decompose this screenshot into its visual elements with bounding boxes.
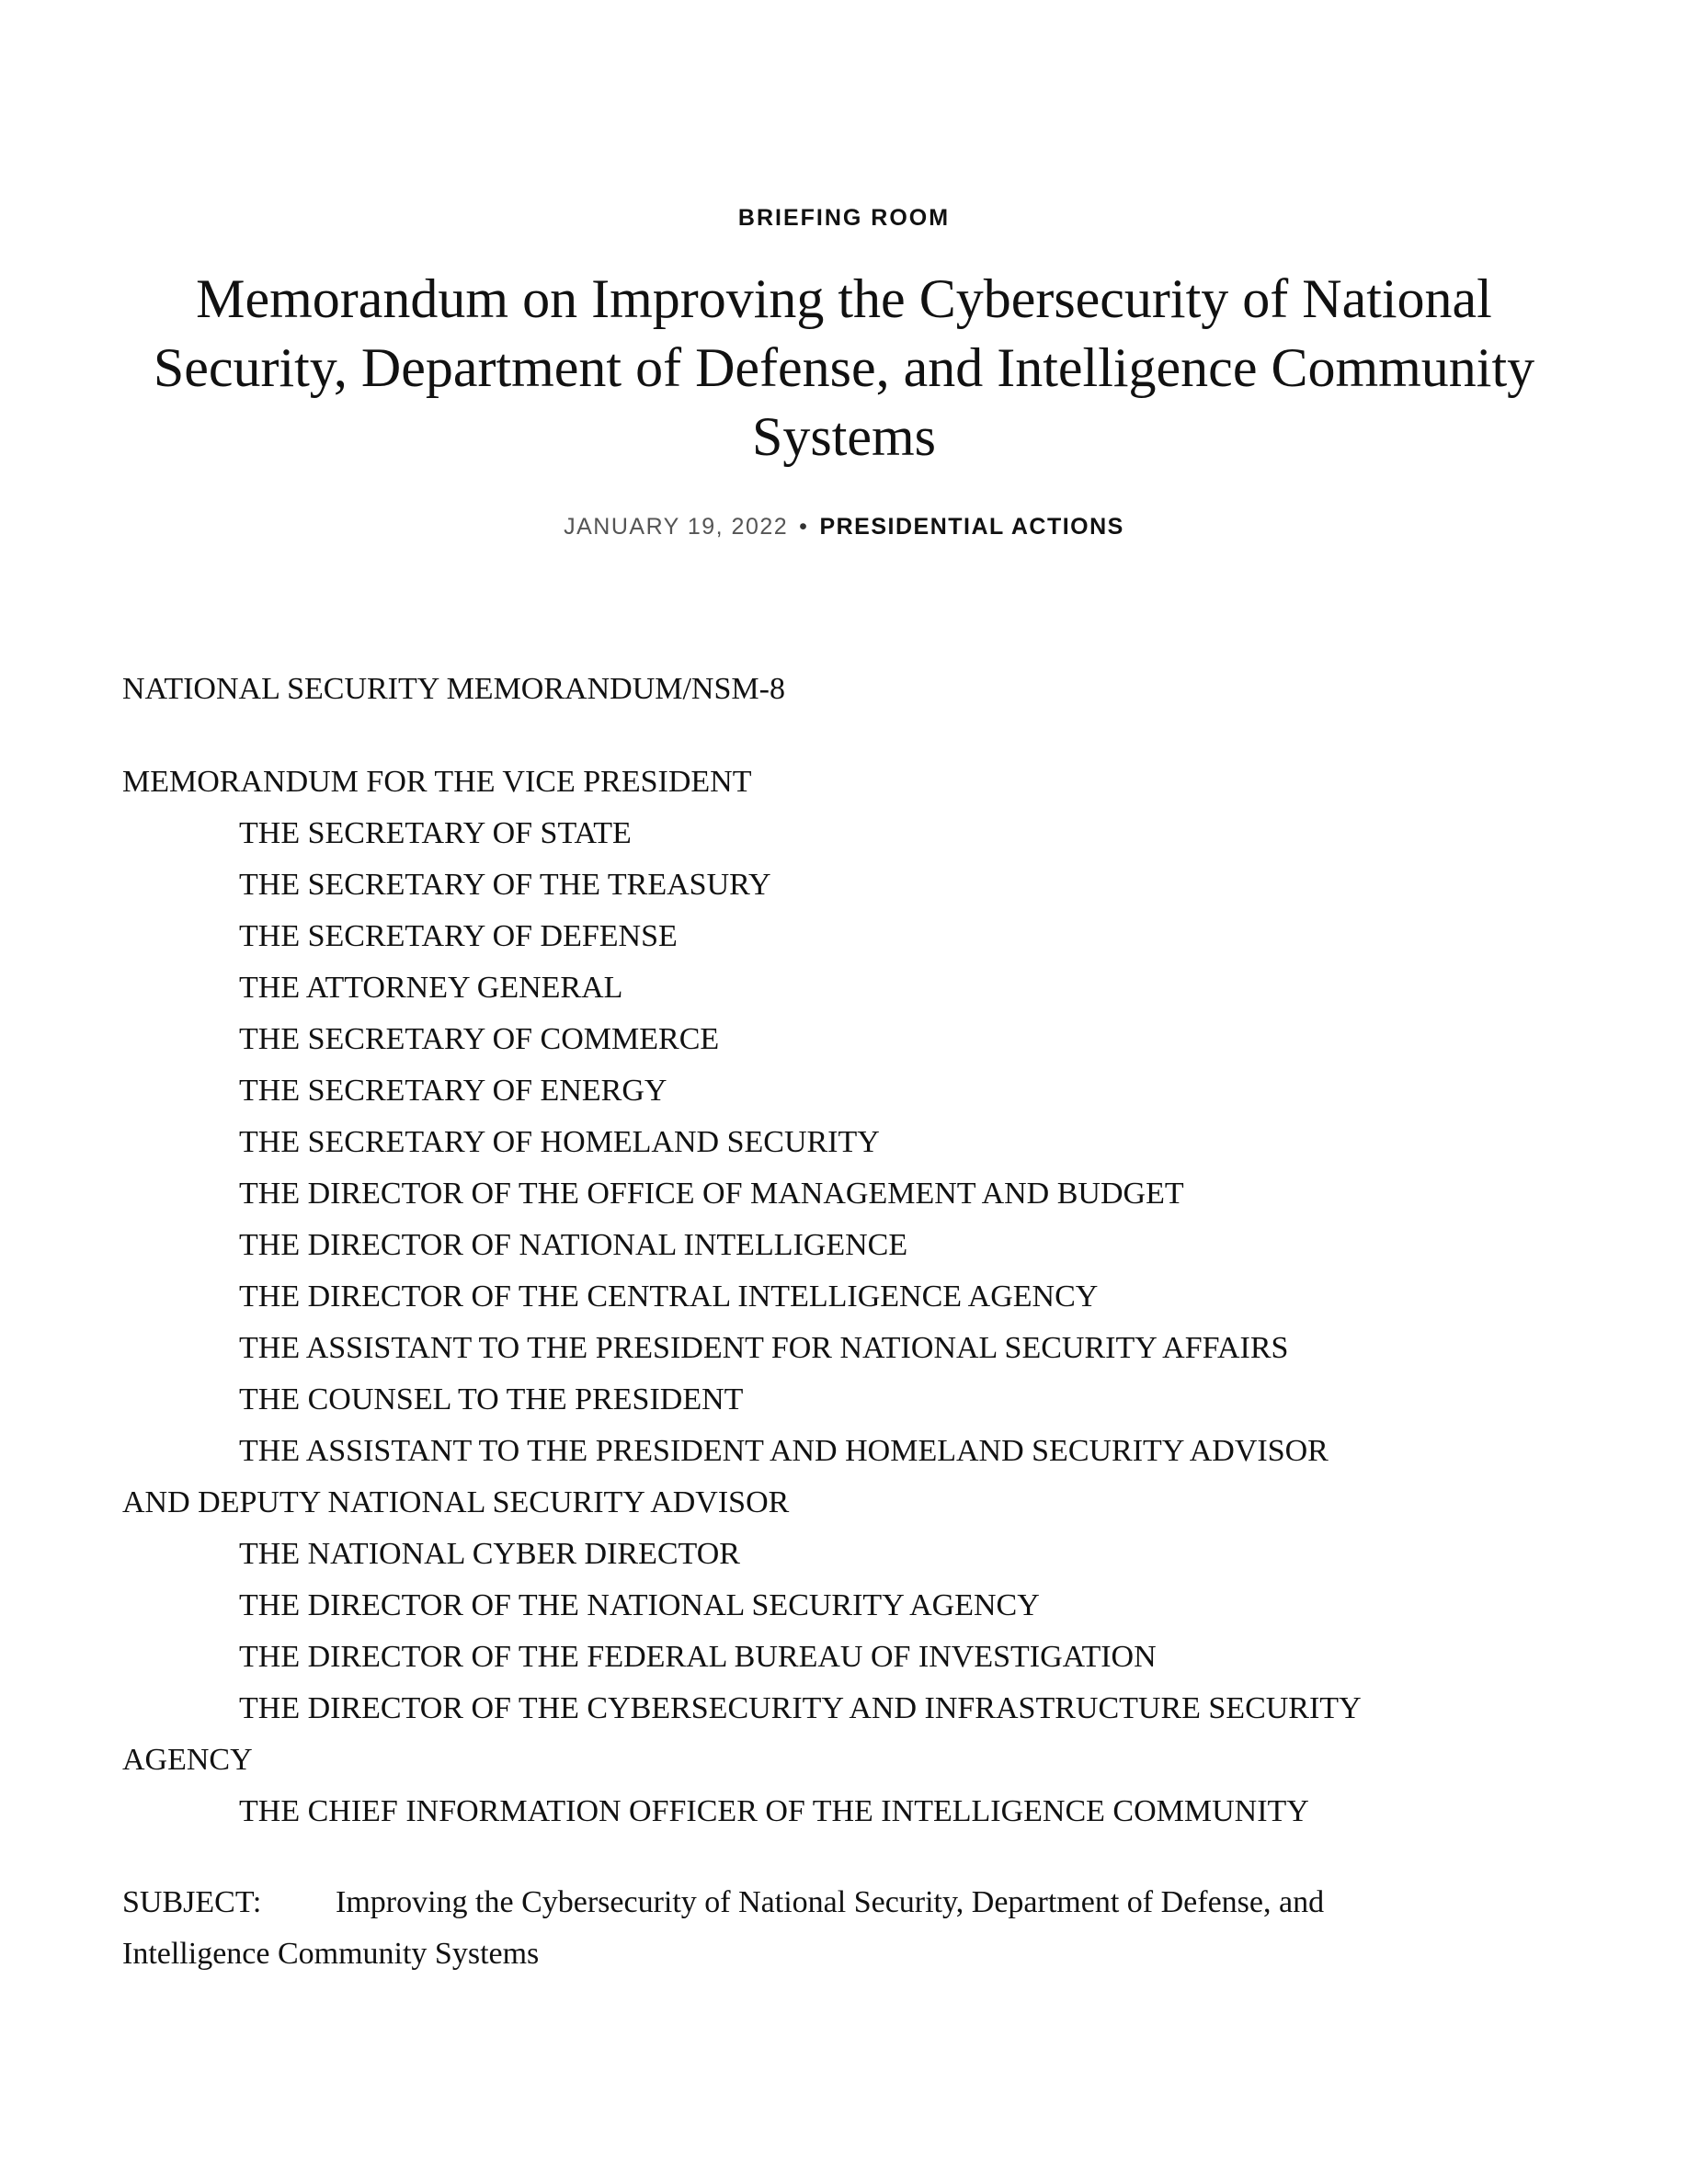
- page-title: Memorandum on Improving the Cybersecurity of National Security, Department of Defense, and Intelligence Community Systems: [153, 268, 1535, 467]
- subject-text-1: Improving the Cybersecurity of National Security, Department of Defense, and: [336, 1885, 1325, 1919]
- addressee-line: THE SECRETARY OF STATE: [239, 816, 632, 850]
- section-eyebrow[interactable]: BRIEFING ROOM: [737, 205, 951, 231]
- memo-designation: NATIONAL SECURITY MEMORANDUM/NSM-8: [122, 672, 785, 706]
- addressee-line: THE DIRECTOR OF THE NATIONAL SECURITY AGENCY: [239, 1588, 1040, 1622]
- addressee-line: THE ASSISTANT TO THE PRESIDENT FOR NATIONAL SECURITY AFFAIRS: [239, 1331, 1289, 1365]
- addressee-line: THE CHIEF INFORMATION OFFICER OF THE INTELLIGENCE COMMUNITY: [239, 1794, 1309, 1828]
- addressee-line: THE DIRECTOR OF THE OFFICE OF MANAGEMENT AND BUDGET: [239, 1177, 1184, 1211]
- subject-label: SUBJECT:: [122, 1885, 262, 1919]
- meta-separator: •: [799, 514, 809, 540]
- addressee-line: THE NATIONAL CYBER DIRECTOR: [239, 1537, 740, 1571]
- addressee-line: THE DIRECTOR OF THE CENTRAL INTELLIGENCE AGENCY: [239, 1280, 1099, 1314]
- post-meta: [0, 513, 1688, 540]
- addressee-line: THE DIRECTOR OF THE CYBERSECURITY AND INFRASTRUCTURE SECURITY: [239, 1691, 1362, 1725]
- addressee-line: THE SECRETARY OF THE TREASURY: [239, 868, 771, 902]
- subject-line-1: [122, 1877, 1584, 1928]
- post-date: JANUARY 19, 2022: [564, 514, 789, 540]
- addressee-line: THE COUNSEL TO THE PRESIDENT: [239, 1382, 744, 1416]
- addressee-line: THE ATTORNEY GENERAL: [239, 971, 623, 1005]
- addressee-line: THE ASSISTANT TO THE PRESIDENT AND HOMELAND SECURITY ADVISOR: [239, 1434, 1329, 1468]
- addressee-line: THE SECRETARY OF DEFENSE: [239, 919, 678, 953]
- category-link[interactable]: PRESIDENTIAL ACTIONS: [819, 514, 1124, 540]
- addressee-line: AND DEPUTY NATIONAL SECURITY ADVISOR: [122, 1485, 790, 1519]
- addressee-line: AGENCY: [122, 1743, 253, 1777]
- subject-text-2: Intelligence Community Systems: [122, 1937, 540, 1971]
- addressee-line: THE SECRETARY OF HOMELAND SECURITY: [239, 1125, 880, 1159]
- memo-subject: [122, 1877, 1584, 1980]
- addressee-line: THE SECRETARY OF COMMERCE: [239, 1022, 720, 1056]
- addressee-line: MEMORANDUM FOR THE VICE PRESIDENT: [122, 765, 752, 799]
- addressee-line: THE DIRECTOR OF THE FEDERAL BUREAU OF INVESTIGATION: [239, 1640, 1157, 1674]
- addressee-line: THE SECRETARY OF ENERGY: [239, 1074, 667, 1108]
- addressee-list: [122, 756, 1584, 1837]
- addressee-line: THE DIRECTOR OF NATIONAL INTELLIGENCE: [239, 1228, 908, 1262]
